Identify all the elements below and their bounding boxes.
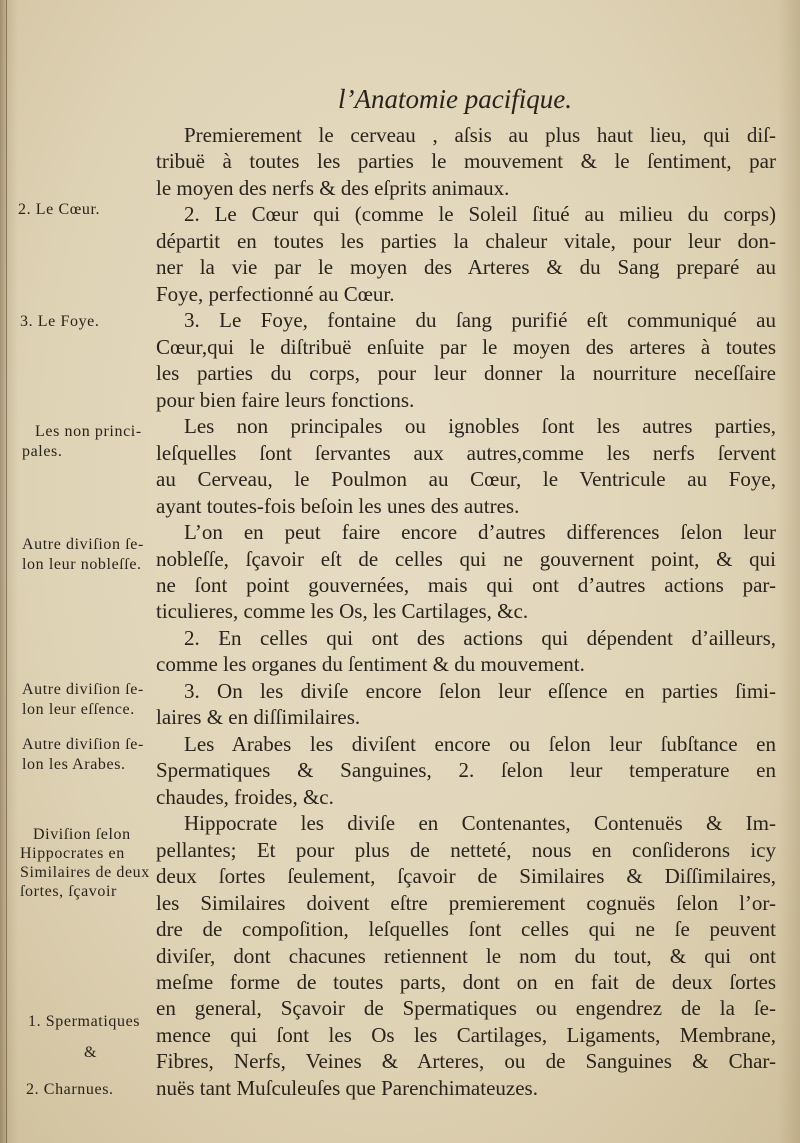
margin-note-line: ſortes, ſçavoir	[20, 883, 117, 900]
text-line: Fibres, Nerfs, Veines & Arteres, ou de Sanguines & Char-	[156, 1049, 776, 1074]
text-line: ayant toutes-fois beſoin les unes des autres.	[156, 493, 520, 518]
margin-note-line: 2. Charnues.	[26, 1081, 114, 1098]
text-line: comme les organes du ſentiment & du mouvement.	[156, 652, 585, 677]
margin-note-line: Diviſion ſelon	[33, 826, 131, 843]
body-text	[156, 122, 776, 1101]
margin-note-division-arabes	[22, 735, 144, 775]
margin-note-line: Autre diviſion ſe-	[22, 681, 144, 698]
margin-note-line: &	[84, 1044, 98, 1061]
text-line: Premierement le cerveau , aſsis au plus haut lieu, qui diſ-	[184, 123, 776, 147]
margin-note-line: pales.	[22, 443, 63, 460]
text-line: deux ſortes ſeulement, ſçavoir de Similaires & Diſſimilaires,	[156, 864, 776, 889]
text-line: tribuë à toutes les parties le mouvement & le ſentiment, par	[156, 149, 776, 174]
margin-note-spermatiques	[28, 1012, 140, 1032]
text-line: départit en toutes les parties la chaleur vitale, pour leur don-	[156, 228, 776, 253]
text-line: mence qui ſont les Os les Cartilages, Ligaments, Membrane,	[156, 1022, 776, 1047]
text-line: Les Arabes les diviſent encore ou ſelon leur ſubſtance en	[184, 731, 776, 756]
margin-note-line: lon leur nobleſſe.	[22, 556, 142, 573]
text-line: nobleſſe, ſçavoir eſt de celles qui ne gouvernent point, & qui	[156, 546, 776, 571]
margin-note-line: Hippocrates en	[20, 845, 125, 862]
text-line: 2. Le Cœur qui (comme le Soleil ſitué au milieu du corps)	[184, 202, 776, 227]
text-line: 3. Le Foye, fontaine du ſang purifié eſt communiqué au	[184, 308, 776, 333]
text-line: pellantes; Et pour plus de netteté, nous en conſiderons icy	[156, 837, 776, 862]
text-line: L’on en peut faire encore d’autres differences ſelon leur	[184, 520, 776, 545]
margin-note-division-noblesse	[22, 535, 144, 575]
text-line: le moyen des nerfs & des eſprits animaux.	[156, 175, 510, 200]
text-line: les Similaires doivent eſtre premierement cognuës ſelon l’or-	[156, 890, 776, 915]
text-line: nuës tant Muſculeuſes que Parenchimateuzes.	[156, 1075, 538, 1100]
text-line: ticulieres, comme les Os, les Cartilages, &c.	[156, 599, 529, 624]
text-line: meſme forme de toutes parts, dont on en fait de deux ſortes	[156, 970, 776, 994]
text-line: chaudes, froides, &c.	[156, 784, 334, 809]
text-line: laires & en diſſimilaires.	[156, 705, 361, 730]
margin-note-non-principales	[22, 422, 142, 462]
margin-note-line: lon les Arabes.	[22, 756, 126, 773]
text-line: les parties du corps, pour leur donner la nourriture neceſſaire	[156, 361, 776, 386]
text-line: diviſer, dont chacunes retiennent le nom du tout, & qui ont	[156, 943, 776, 968]
margin-note-line: 3. Le Foye.	[20, 313, 100, 330]
text-line: 3. On les diviſe encore ſelon leur eſſence en parties ſimi-	[184, 678, 776, 703]
margin-note-line: 1. Spermatiques	[28, 1013, 141, 1030]
paragraph	[156, 413, 776, 519]
text-line: Foye, perfectionné au Cœur.	[156, 281, 395, 306]
paragraph	[156, 307, 776, 413]
paragraph	[156, 731, 776, 810]
margin-note-charnues	[26, 1080, 114, 1100]
margin-note-line: Autre diviſion ſe-	[22, 536, 144, 553]
margin-note-line: Autre diviſion ſe-	[22, 736, 144, 753]
running-title: l’Anatomie pacifique.	[338, 84, 572, 114]
margin-note-line: lon leur eſſence.	[22, 701, 135, 718]
text-line: en general, Sçavoir de Spermatiques ou engendrez de la ſe-	[156, 996, 776, 1021]
paragraph	[156, 625, 776, 678]
margin-note-division-hippocrates	[20, 825, 150, 901]
text-line: pour bien faire leurs fonctions.	[156, 387, 415, 412]
text-line: Spermatiques & Sanguines, 2. ſelon leur temperature en	[156, 758, 776, 783]
paragraph	[156, 678, 776, 731]
text-line: Hippocrate les diviſe en Contenantes, Contenuës & Im-	[184, 811, 776, 836]
paragraph	[156, 810, 776, 1101]
margin-note-coeur	[18, 200, 100, 220]
margin-note-ampersand	[84, 1043, 97, 1063]
margin-note-division-essence	[22, 680, 144, 720]
text-line: 2. En celles qui ont des actions qui dépendent d’ailleurs,	[184, 625, 776, 650]
text-line: au Cerveau, le Poulmon au Cœur, le Ventricule au Foye,	[156, 467, 776, 492]
text-line: dre de compoſition, leſquelles ſont celles qui ne ſe peuvent	[156, 917, 776, 942]
text-line: Les non principales ou ignobles ſont les autres parties,	[184, 414, 776, 439]
paragraph	[156, 122, 776, 201]
paragraph	[156, 201, 776, 307]
margin-note-line: Les non princi-	[35, 423, 142, 440]
text-line: ner la vie par le moyen des Arteres & du Sang preparé au	[156, 255, 776, 280]
margin-note-line: Similaires de deux	[20, 864, 150, 881]
paragraph	[156, 519, 776, 625]
page-binding-edge	[6, 0, 7, 1143]
text-line: leſquelles ſont ſervantes aux autres,comme les nerfs ſervent	[156, 440, 776, 465]
margin-note-line: 2. Le Cœur.	[18, 201, 101, 218]
margin-note-foye	[20, 312, 99, 332]
text-line: ne ſont point gouvernées, mais qui ont d’autres actions par-	[156, 572, 776, 597]
text-line: Cœur,qui le diſtribuë enſuite par le moyen des arteres à toutes	[156, 334, 776, 359]
